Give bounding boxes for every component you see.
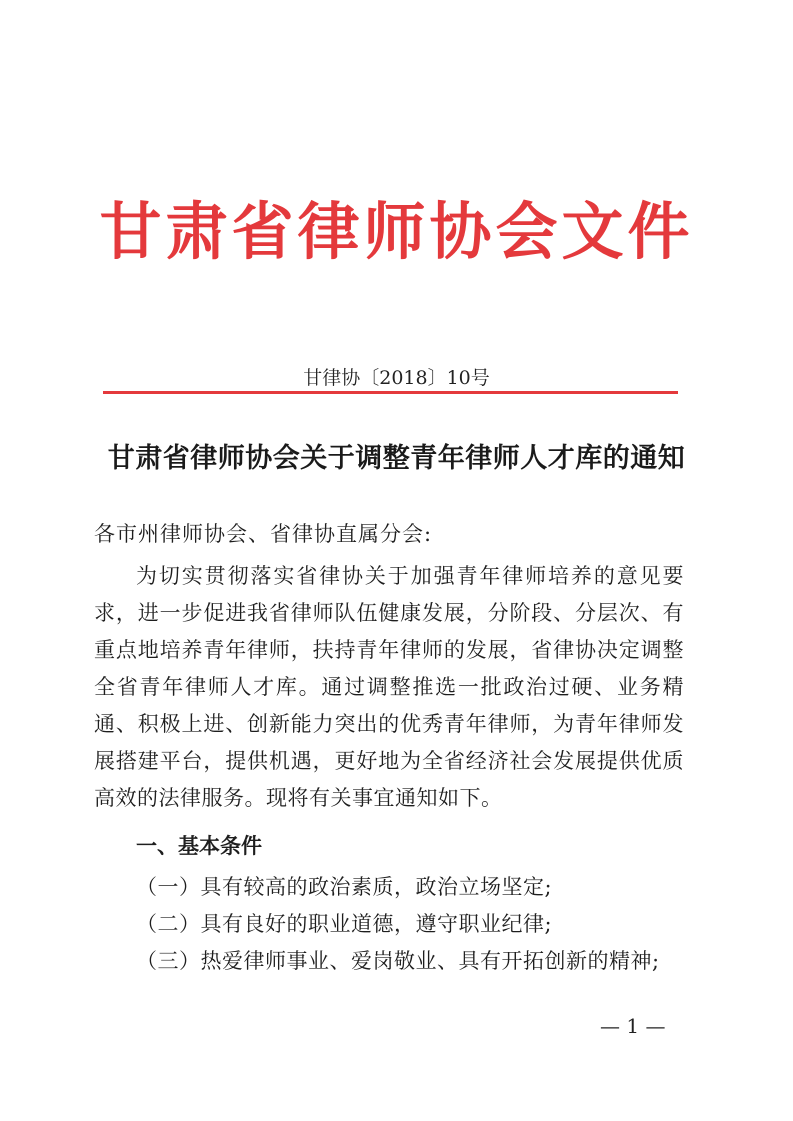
page-number: — 1 — [600,1014,666,1038]
condition-item-3: （三）热爱律师事业、爱岗敬业、具有开拓创新的精神; [136,949,660,973]
red-divider-line [103,391,678,394]
issuer-header-title: 甘肃省律师协会文件 [99,195,694,268]
conditions-list [136,869,696,980]
salutation: 各市州律师协会、省律协直属分会: [94,522,433,546]
notice-title: 甘肃省律师协会关于调整青年律师人才库的通知 [107,443,686,474]
condition-item-2: （二）具有良好的职业道德，遵守职业纪律; [136,912,553,936]
section-heading-basic-conditions: 一、基本条件 [136,834,262,858]
condition-item-1: （一）具有较高的政治素质，政治立场坚定; [136,875,553,899]
document-number: 甘律协〔2018〕10号 [303,367,490,389]
body-paragraph: 为切实贯彻落实省律协关于加强青年律师培养的意见要求，进一步促进我省律师队伍健康发展，分阶段、分层次、有重点地培养青年律师，扶持青年律师的发展，省律协决定调整全省青年律师人才库。通过调整推选一批政治过硬、业务精通、积极上进、创新能力突出的优秀青年律师，为青年律师发展搭建平台，提供机遇，更好地为全省经济社会发展提供优质高效的法律服务。现将有关事宜通知如下。 [94,564,684,810]
